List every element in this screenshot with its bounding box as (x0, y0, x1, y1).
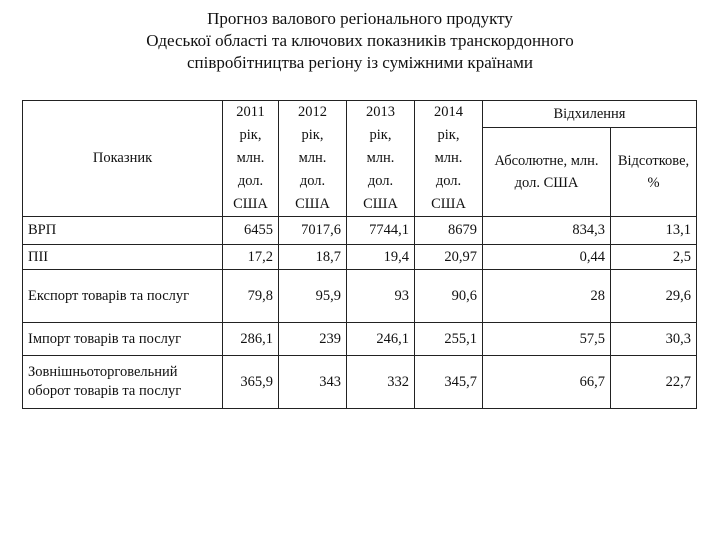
value-2011: 79,8 (223, 270, 279, 323)
value-2011: 6455 (223, 217, 279, 245)
year-header-2012: 2012 рік, млн. дол. США (279, 101, 347, 217)
value-2013: 332 (347, 356, 415, 409)
table-row (23, 323, 697, 356)
absolute-deviation: 28 (483, 270, 611, 323)
row-label: ПІІ (23, 245, 223, 270)
absolute-deviation: 57,5 (483, 323, 611, 356)
percent-deviation: 29,6 (611, 270, 697, 323)
value-2014: 255,1 (415, 323, 483, 356)
percent-deviation: 22,7 (611, 356, 697, 409)
value-2014: 90,6 (415, 270, 483, 323)
value-2013: 246,1 (347, 323, 415, 356)
year-header-2011: 2011 рік, млн. дол. США (223, 101, 279, 217)
title-line-2: Одеської області та ключових показників транскордонного (146, 31, 574, 50)
absolute-deviation: 834,3 (483, 217, 611, 245)
value-2012: 95,9 (279, 270, 347, 323)
value-2013: 7744,1 (347, 217, 415, 245)
value-2012: 18,7 (279, 245, 347, 270)
table-row (23, 356, 697, 409)
year-header-2014: 2014 рік, млн. дол. США (415, 101, 483, 217)
value-2012: 7017,6 (279, 217, 347, 245)
table-row (23, 217, 697, 245)
value-2011: 365,9 (223, 356, 279, 409)
value-2013: 19,4 (347, 245, 415, 270)
row-label: Експорт товарів та послуг (23, 270, 223, 323)
row-label: Імпорт товарів та послуг (23, 323, 223, 356)
value-2012: 343 (279, 356, 347, 409)
page-title (0, 8, 720, 74)
absolute-deviation: 0,44 (483, 245, 611, 270)
forecast-table (22, 100, 697, 409)
value-2014: 8679 (415, 217, 483, 245)
row-label: ВРП (23, 217, 223, 245)
table-row (23, 270, 697, 323)
percent-deviation: 2,5 (611, 245, 697, 270)
value-2012: 239 (279, 323, 347, 356)
year-header-2013: 2013 рік, млн. дол. США (347, 101, 415, 217)
value-2013: 93 (347, 270, 415, 323)
table-row (23, 245, 697, 270)
indicator-header: Показник (23, 101, 223, 217)
percent-deviation-header: Відсоткове, % (611, 128, 697, 217)
absolute-deviation: 66,7 (483, 356, 611, 409)
value-2014: 345,7 (415, 356, 483, 409)
row-label: Зовнішньоторговельний оборот товарів та послуг (23, 356, 223, 409)
percent-deviation: 30,3 (611, 323, 697, 356)
percent-deviation: 13,1 (611, 217, 697, 245)
title-line-1: Прогноз валового регіонального продукту (207, 9, 513, 28)
title-line-3: співробітництва регіону із суміжними країнами (187, 53, 533, 72)
value-2011: 286,1 (223, 323, 279, 356)
value-2014: 20,97 (415, 245, 483, 270)
value-2011: 17,2 (223, 245, 279, 270)
absolute-deviation-header: Абсолютне, млн. дол. США (483, 128, 611, 217)
deviation-header: Відхилення (483, 101, 697, 128)
